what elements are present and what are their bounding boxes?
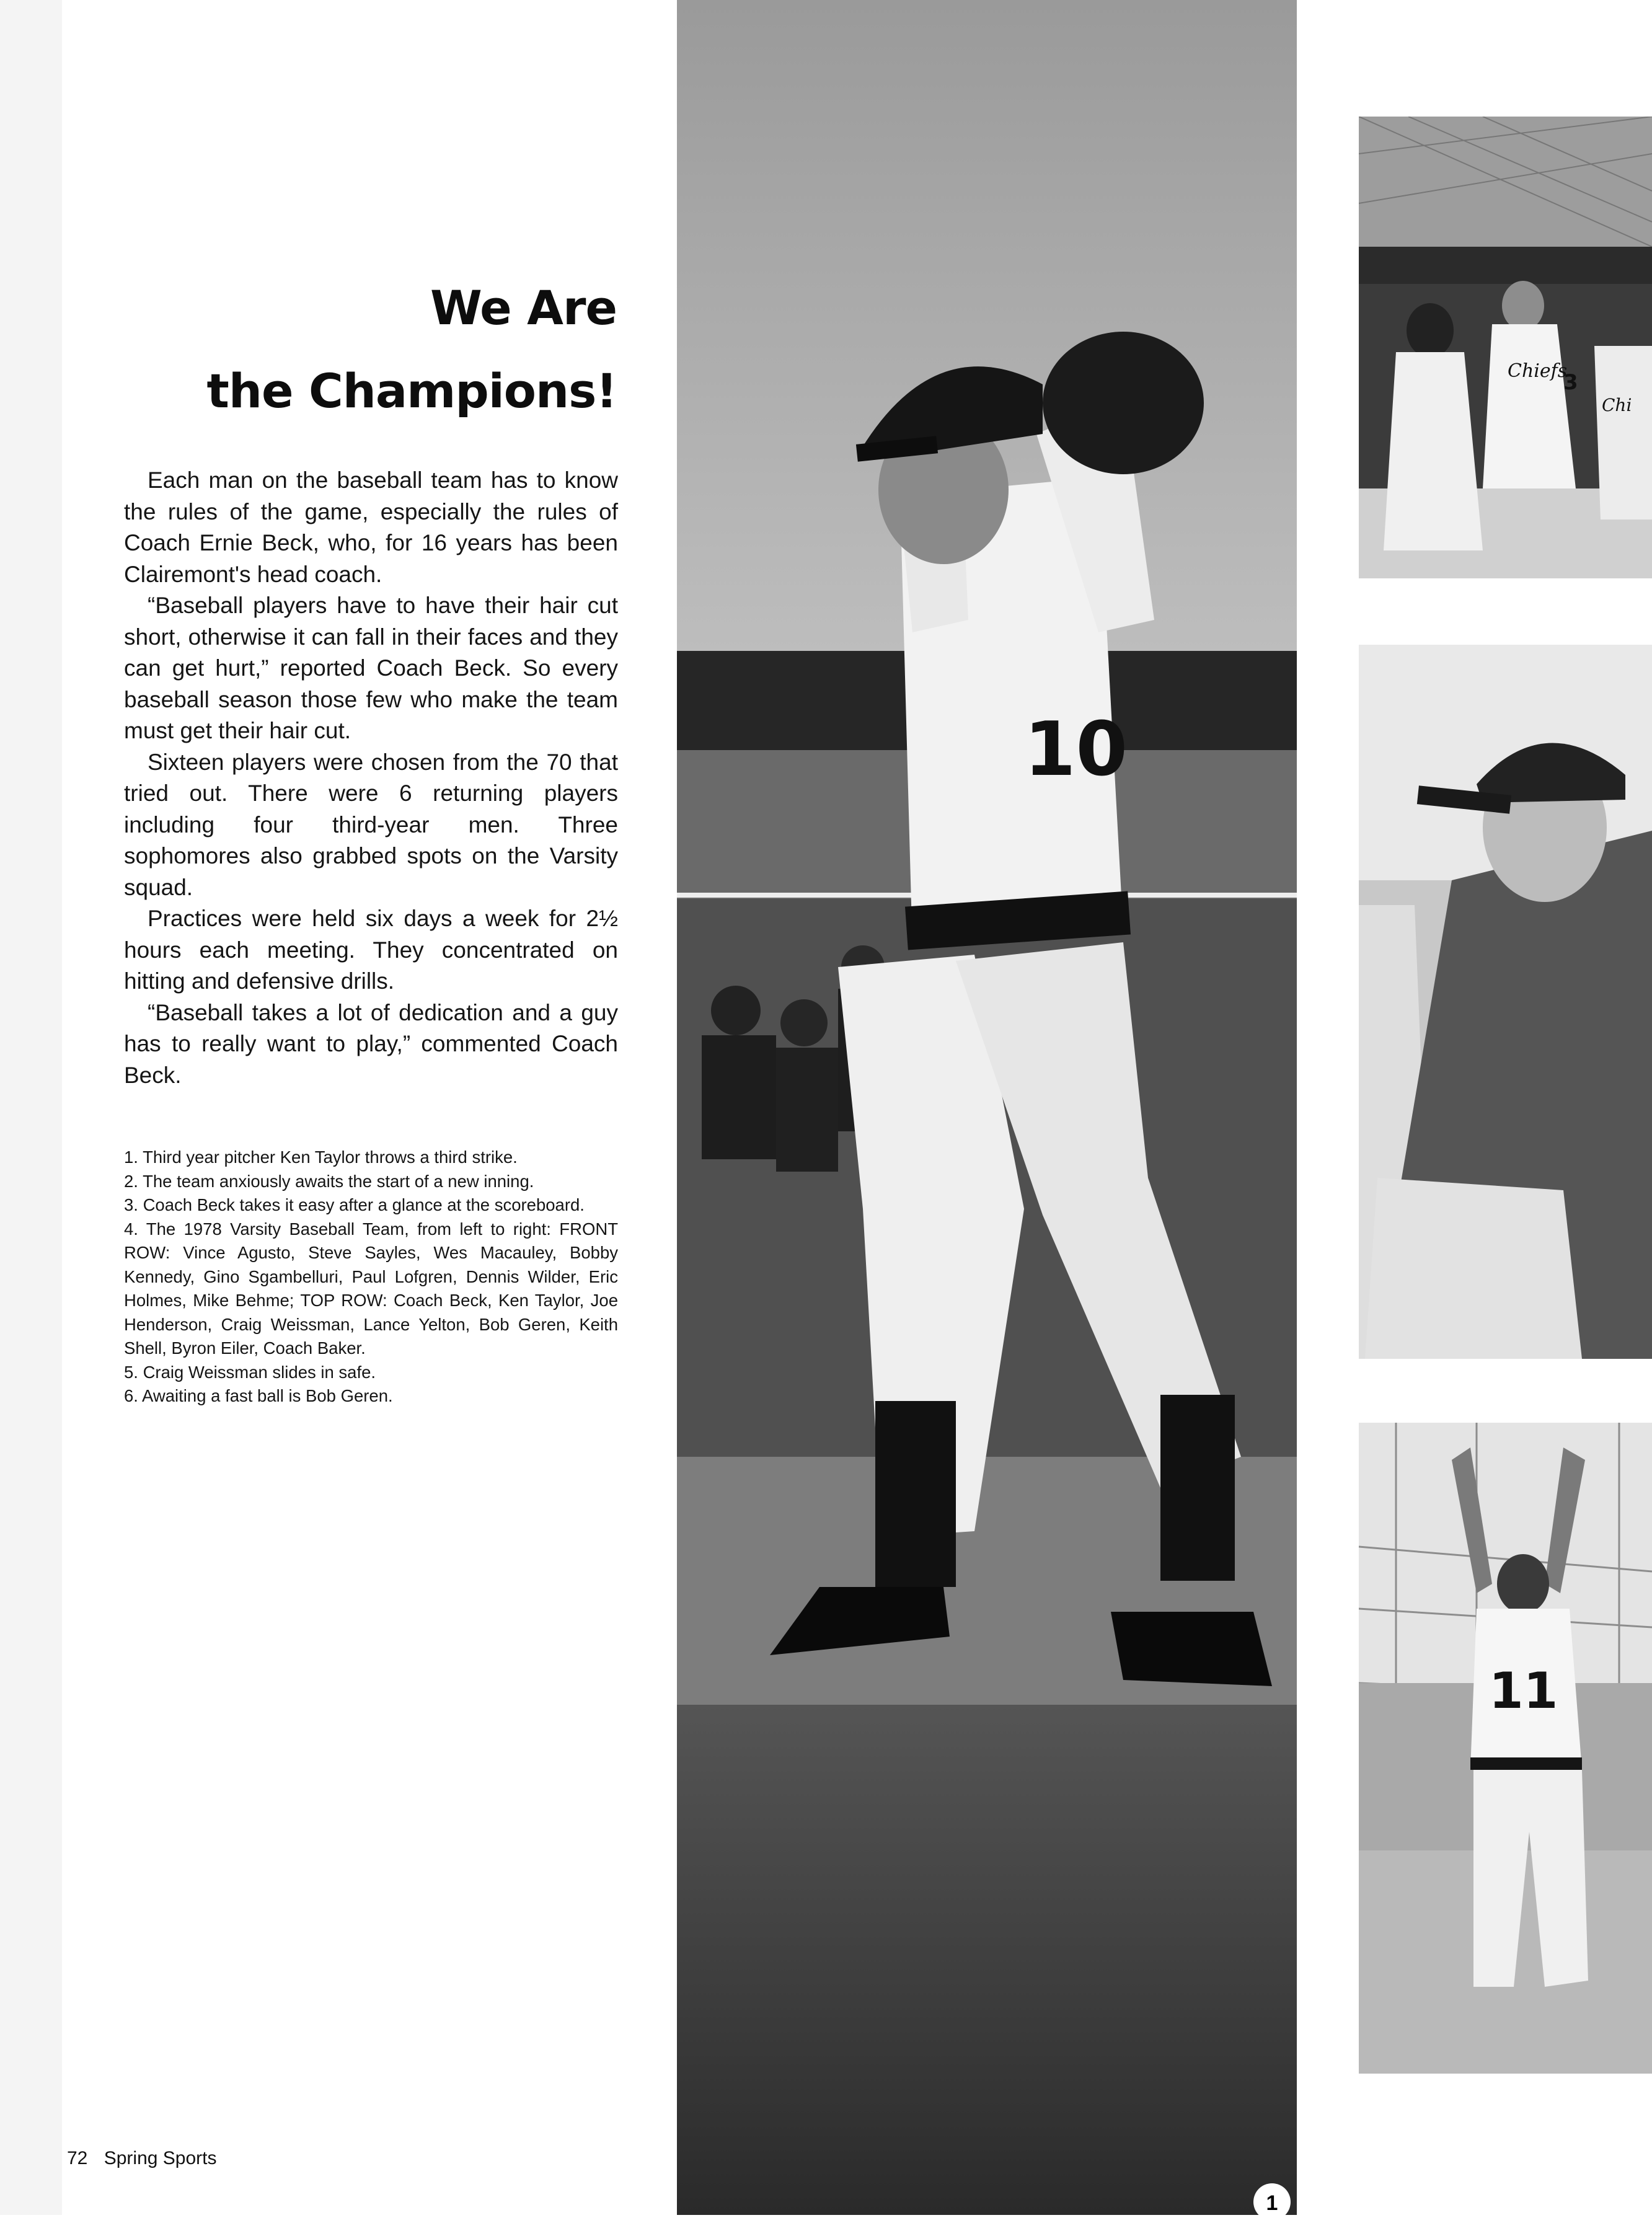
paragraph-5: “Baseball takes a lot of dedication and a guy has to really want to play,” commented Coach Beck. <box>124 999 618 1088</box>
pitcher-photo <box>677 0 1297 2215</box>
batter-jersey-number: 11 <box>1489 1662 1558 1720</box>
page-footer <box>67 2148 216 2169</box>
paragraph-1: Each man on the baseball team has to know the rules of the game, especially the rules of Coach Ernie Beck, who, for 16 years has been Clairemont's head coach. <box>124 467 618 587</box>
page-number: 72 <box>67 2148 88 2168</box>
dugout-script-right: Chi <box>1602 395 1632 415</box>
section-name: Spring Sports <box>104 2148 217 2168</box>
paragraph-2: “Baseball players have to have their hair cut short, otherwise it can fall in their faces and they can get hurt,” reported Coach Beck. So every baseball season those few who make the team must get their hair cut. <box>124 593 618 743</box>
caption-4: 4. The 1978 Varsity Baseball Team, from left to right: FRONT ROW: Vince Agusto, Steve Sayles, Wes Macauley, Bobby Kennedy, Gino Sgambelluri, Paul Lofgren, Dennis Wilder, Eric Holmes, Mike Behme; TOP ROW: Coach Beck, Ken Taylor, Joe Henderson, Craig Weissman, Lance Yelton, Bob Geren, Keith Shell, Byron Eiler, Coach Baker. <box>124 1219 618 1358</box>
photo-number-1: 1 <box>1253 2183 1291 2221</box>
caption-2: 2. The team anxiously awaits the start of a new inning. <box>124 1171 534 1191</box>
caption-1: 1. Third year pitcher Ken Taylor throws a third strike. <box>124 1147 518 1167</box>
paragraph-4: Practices were held six days a week for 2½ hours each meeting. They concentrated on hitting and defensive drills. <box>124 906 618 994</box>
caption-6: 6. Awaiting a fast ball is Bob Geren. <box>124 1386 393 1405</box>
batter-photo <box>1359 1423 1652 2074</box>
dugout-photo <box>1359 117 1652 578</box>
photo-captions <box>124 1146 618 1408</box>
title-line-2: the Champions! <box>206 363 617 418</box>
dugout-script-text: Chiefs <box>1508 360 1568 382</box>
title-line-1: We Are <box>430 280 617 335</box>
caption-3: 3. Coach Beck takes it easy after a glance at the scoreboard. <box>124 1195 585 1214</box>
paragraph-3: Sixteen players were chosen from the 70 that tried out. There were 6 returning players including four third-year men. Three sophomores also grabbed spots on the Varsity squad. <box>124 749 618 900</box>
article-body <box>124 465 618 1091</box>
dugout-jersey-number: 3 <box>1563 370 1578 395</box>
page-margin <box>0 0 62 2215</box>
caption-5: 5. Craig Weissman slides in safe. <box>124 1362 376 1382</box>
coach-photo <box>1359 645 1652 1359</box>
page-title <box>112 267 617 433</box>
pitcher-jersey-number: 10 <box>1024 707 1128 793</box>
